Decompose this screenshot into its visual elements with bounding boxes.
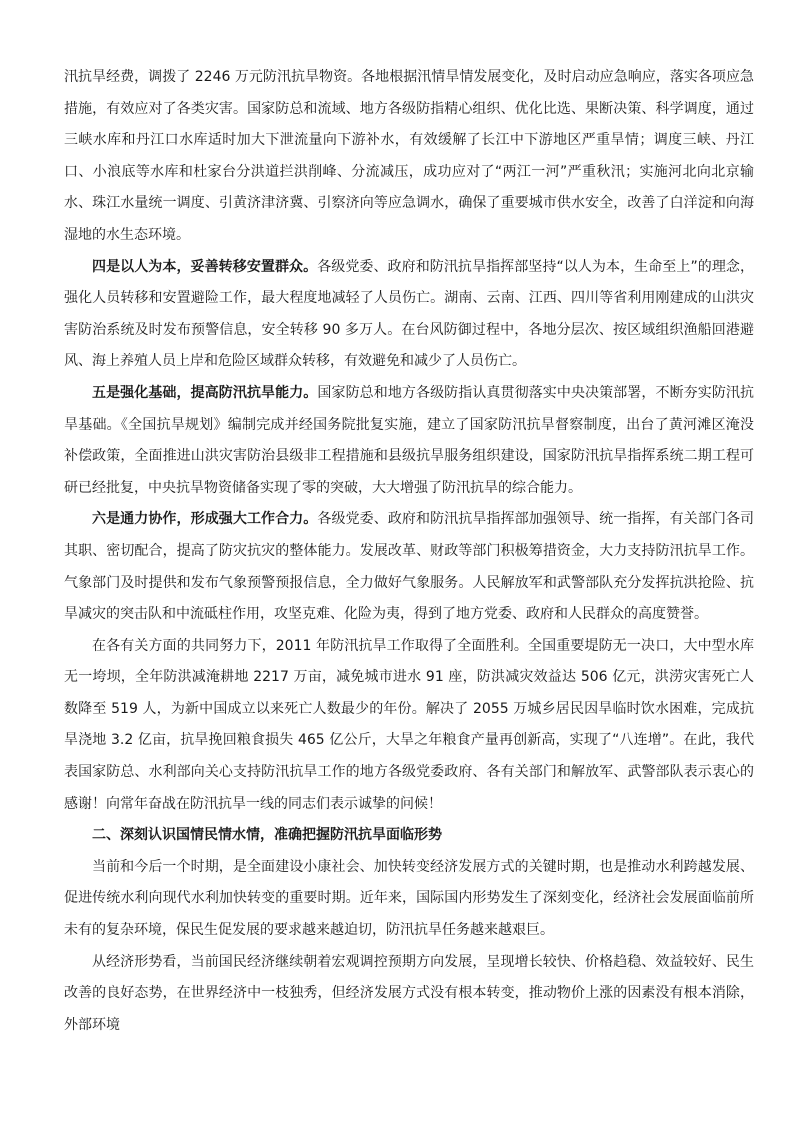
paragraph-lead: 六是通力协作，形成强大工作合力。 (92, 511, 318, 528)
paragraph-text: 各级党委、政府和防汛抗旱指挥部加强领导、统一指挥，有关部门各司其职、密切配合，提高了防灾抗灾的整体能力。发展改革、财政等部门积极筹措资金，大力支持防汛抗旱工作。气象部门及时提供和发布气象预警预报信息，全力做好气象服务。人民解放军和武警部队充分发挥抗洪抢险、抗旱减灾的突击队和中流砥柱作用，攻坚克难、化险为夷，得到了地方党委、政府和人民群众的高度赞誉。 (64, 511, 754, 623)
paragraph-text: 当前和今后一个时期，是全面建设小康社会、加快转变经济发展方式的关键时期，也是推动水利跨越发展、促进传统水利向现代水利加快转变的重要时期。近年来，国际国内形势发生了深刻变化，经济社会发展面临前所未有的复杂环境，保民生促发展的要求越来越迫切，防汛抗旱任务越来越艰巨。 (64, 858, 754, 939)
paragraph-lead: 五是强化基础，提高防汛抗旱能力。 (92, 384, 318, 401)
paragraph-point-six (64, 504, 754, 630)
paragraph-text: 国家防总和地方各级防指认真贯彻落实中央决策部署，不断夯实防汛抗旱基础。《全国抗旱规划》编制完成并经国务院批复实施，建立了国家防汛抗旱督察制度，出台了黄河滩区淹没补偿政策，全面推进山洪灾害防治县级非工程措施和县级抗旱服务组织建设，国家防汛抗旱指挥系统二期工程可研已经批复，中央抗旱物资储备实现了零的突破，大大增强了防汛抗旱的综合能力。 (64, 384, 754, 496)
paragraph-continued (64, 62, 754, 252)
paragraph-lead: 四是以人为本，妥善转移安置群众。 (92, 258, 318, 275)
paragraph-text: 汛抗旱经费，调拨了 2246 万元防汛抗旱物资。各地根据汛情旱情发展变化，及时启动应急响应，落实各项应急措施，有效应对了各类灾害。国家防总和流域、地方各级防指精心组织、优化比选、果断决策、科学调度，通过三峡水库和丹江口水库适时加大下泄流量向下游补水，有效缓解了长江中下游地区严重旱情；调度三峡、丹江口、小浪底等水库和杜家台分洪道拦洪削峰、分流减压，成功应对了“两江一河”严重秋汛；实施河北向北京输水、珠江水量统一调度、引黄济津济冀、引察济向等应急调水，确保了重要城市供水安全，改善了白洋淀和向海湿地的水生态环境。 (64, 69, 754, 243)
paragraph-text: 从经济形势看，当前国民经济继续朝着宏观调控预期方向发展，呈现增长较快、价格趋稳、效益较好、民生改善的良好态势，在世界经济中一枝独秀，但经济发展方式没有根本转变，推动物价上涨的因素没有根本消除，外部环境 (64, 953, 754, 1033)
paragraph-point-four (64, 252, 754, 378)
paragraph-text: 各级党委、政府和防汛抗旱指挥部坚持“以人为本，生命至上”的理念，强化人员转移和安置避险工作，最大程度地减轻了人员伤亡。湖南、云南、江西、四川等省利用刚建成的山洪灾害防治系统及时发布预警信息，安全转移 90 多万人。在台风防御过程中，各地分层次、按区域组织渔船回港避风、海上养殖人员上岸和危险区域群众转移，有效避免和减少了人员伤亡。 (64, 258, 754, 370)
paragraph-economic (64, 947, 754, 1042)
section-heading: 二、深刻认识国情民情水情，准确把握防汛抗旱面临形势 (92, 827, 442, 844)
paragraph-context (64, 852, 754, 947)
paragraph-summary (64, 631, 754, 821)
paragraph-text: 在各有关方面的共同努力下，2011 年防汛抗旱工作取得了全面胜利。全国重要堤防无一决口，大中型水库无一垮坝，全年防洪减淹耕地 2217 万亩，减免城市进水 91 座，防洪减灾效益达 506 亿元，洪涝灾害死亡人数降至 519 人，为新中国成立以来死亡人数最少的年份。解决了 2055 万城乡居民因旱临时饮水困难，完成抗旱浇地 3.2 亿亩，抗旱挽回粮食损失 465 亿公斤，大旱之年粮食产量再创新高，实现了“八连增”。在此，我代表国家防总、水利部向关心支持防汛抗旱工作的地方各级党委政府、各有关部门和解放军、武警部队表示衷心的感谢！向常年奋战在防汛抗旱一线的同志们表示诚挚的问候！ (64, 637, 754, 812)
paragraph-point-five (64, 378, 754, 504)
